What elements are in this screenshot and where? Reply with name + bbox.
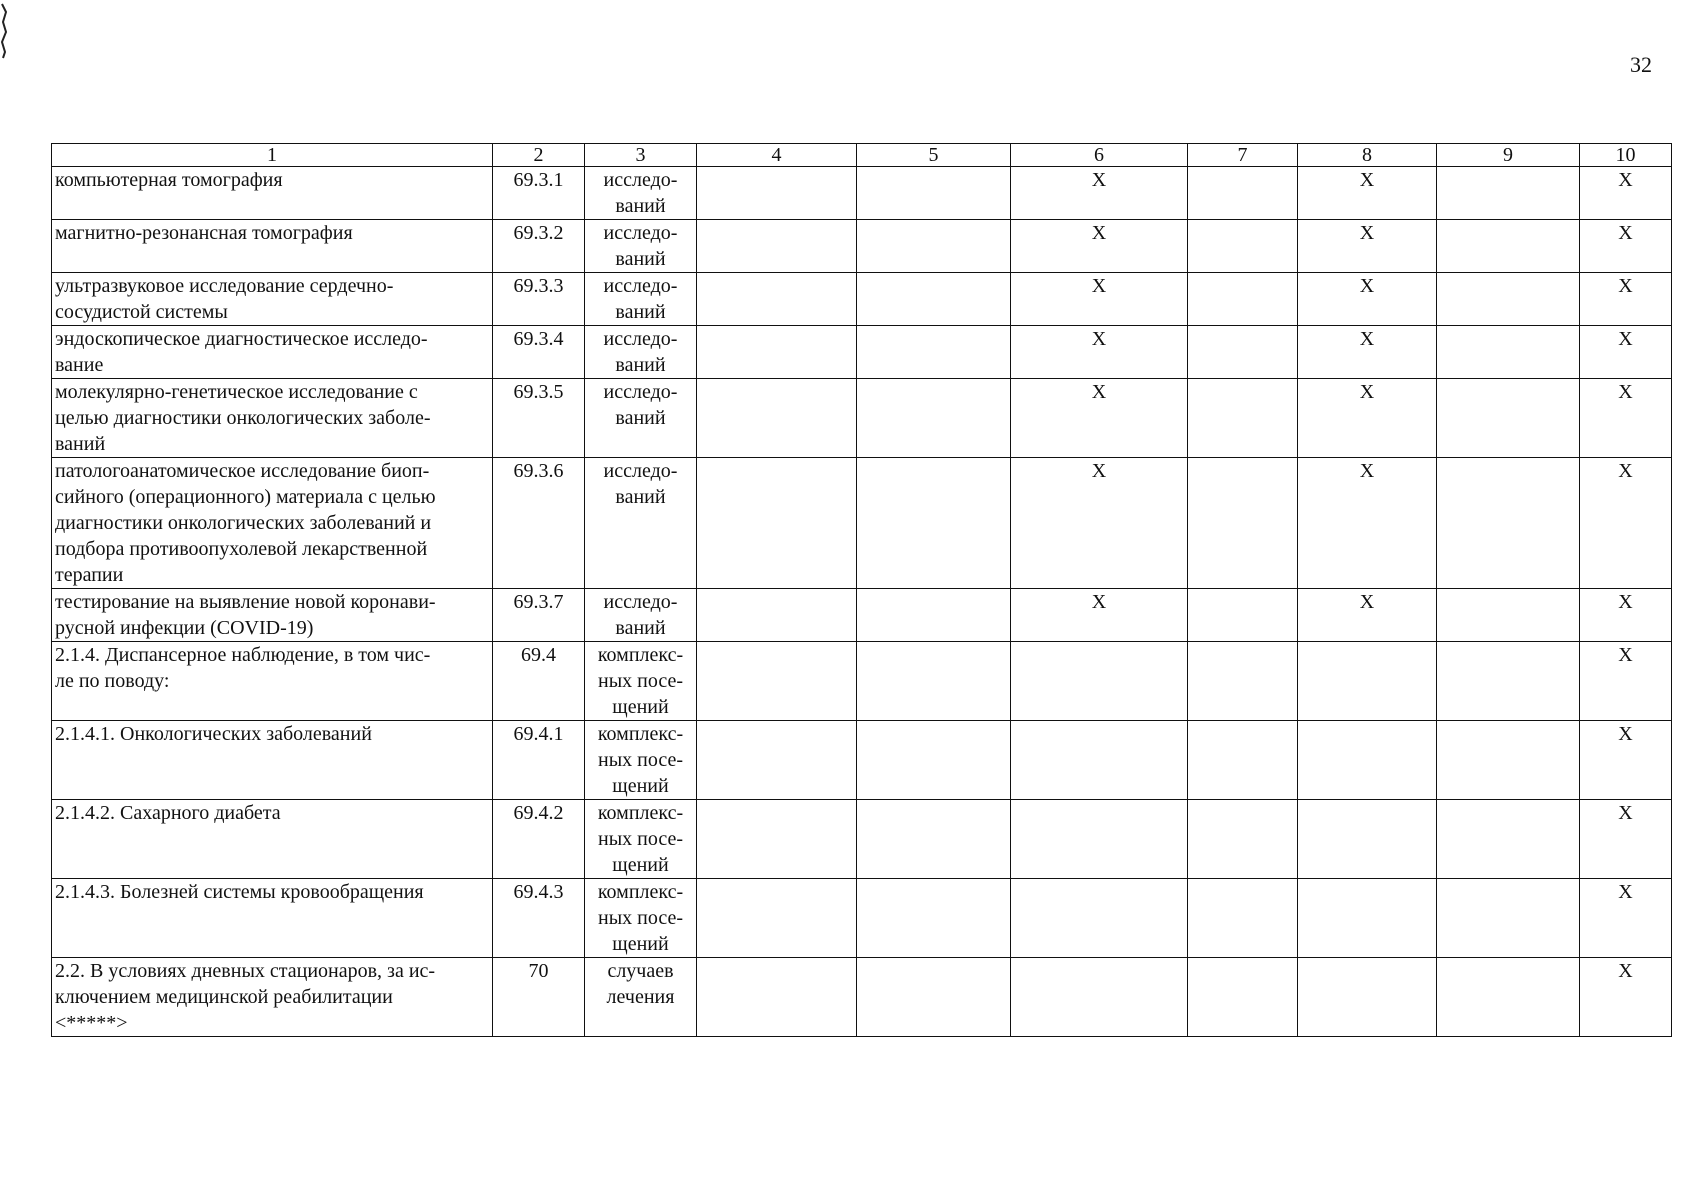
cell-c8: X (1298, 273, 1437, 326)
cell-name: тестирование на выявление новой коронави- русной инфекции (COVID-19) (52, 589, 493, 642)
cell-c7 (1188, 379, 1298, 458)
cell-c5 (857, 642, 1011, 721)
cell-name: эндоскопическое диагностическое исследо- вание (52, 326, 493, 379)
cell-code: 69.3.6 (493, 458, 585, 589)
cell-name: патологоанатомическое исследование биоп- сийного (операционного) материала с целью диагностики онкологических заболеваний и подбора противоопухолевой лекарственной терапии (52, 458, 493, 589)
cell-c9 (1437, 800, 1580, 879)
cell-name: 2.1.4.1. Онкологических заболеваний (52, 721, 493, 800)
cell-c4 (697, 589, 857, 642)
cell-c8 (1298, 721, 1437, 800)
cell-c4 (697, 167, 857, 220)
cell-code: 69.3.7 (493, 589, 585, 642)
table-body (52, 167, 1672, 1037)
report-table (51, 143, 1672, 1037)
cell-c6 (1011, 879, 1188, 958)
page-number: 32 (1630, 52, 1652, 77)
cell-c8: X (1298, 220, 1437, 273)
cell-code: 69.3.2 (493, 220, 585, 273)
cell-c4 (697, 220, 857, 273)
cell-name: 2.1.4.3. Болезней системы кровообращения (52, 879, 493, 958)
cell-name: 2.1.4. Диспансерное наблюдение, в том чис- ле по поводу: (52, 642, 493, 721)
cell-code: 69.3.4 (493, 326, 585, 379)
cell-c7 (1188, 458, 1298, 589)
table-row (52, 167, 1672, 220)
cell-c5 (857, 800, 1011, 879)
cell-c7 (1188, 167, 1298, 220)
cell-c9 (1437, 458, 1580, 589)
cell-c5 (857, 589, 1011, 642)
table-row (52, 879, 1672, 958)
cell-c5 (857, 958, 1011, 1037)
cell-c7 (1188, 589, 1298, 642)
cell-c6: X (1011, 273, 1188, 326)
cell-c10: X (1580, 800, 1672, 879)
cell-unit: исследо- ваний (585, 589, 697, 642)
table-row (52, 379, 1672, 458)
cell-c9 (1437, 326, 1580, 379)
cell-c9 (1437, 589, 1580, 642)
cell-c9 (1437, 642, 1580, 721)
cell-c7 (1188, 879, 1298, 958)
cell-c10: X (1580, 379, 1672, 458)
cell-c10: X (1580, 167, 1672, 220)
cell-c7 (1188, 958, 1298, 1037)
header-cell: 5 (857, 144, 1011, 167)
cell-unit: исследо- ваний (585, 167, 697, 220)
cell-c4 (697, 800, 857, 879)
cell-c6: X (1011, 167, 1188, 220)
cell-name: магнитно-резонансная томография (52, 220, 493, 273)
cell-c5 (857, 273, 1011, 326)
cell-c6 (1011, 958, 1188, 1037)
cell-c9 (1437, 958, 1580, 1037)
cell-c6 (1011, 800, 1188, 879)
cell-unit: комплекс- ных посе- щений (585, 642, 697, 721)
cell-c5 (857, 220, 1011, 273)
header-cell: 2 (493, 144, 585, 167)
cell-c8: X (1298, 379, 1437, 458)
table-row (52, 958, 1672, 1037)
cell-code: 69.4.3 (493, 879, 585, 958)
cell-c8: X (1298, 458, 1437, 589)
cell-code: 69.4.1 (493, 721, 585, 800)
cell-c6: X (1011, 220, 1188, 273)
cell-c10: X (1580, 220, 1672, 273)
table-row (52, 458, 1672, 589)
cell-c6: X (1011, 458, 1188, 589)
cell-c6: X (1011, 589, 1188, 642)
cell-c6 (1011, 642, 1188, 721)
cell-c6: X (1011, 379, 1188, 458)
cell-unit: исследо- ваний (585, 273, 697, 326)
cell-unit: исследо- ваний (585, 326, 697, 379)
cell-c6: X (1011, 326, 1188, 379)
cell-code: 69.4.2 (493, 800, 585, 879)
cell-c10: X (1580, 879, 1672, 958)
cell-unit: случаев лечения (585, 958, 697, 1037)
header-cell: 1 (52, 144, 493, 167)
cell-c7 (1188, 642, 1298, 721)
cell-c5 (857, 721, 1011, 800)
cell-c9 (1437, 273, 1580, 326)
cell-code: 69.4 (493, 642, 585, 721)
cell-c4 (697, 958, 857, 1037)
header-cell: 3 (585, 144, 697, 167)
cell-c9 (1437, 879, 1580, 958)
cell-c7 (1188, 326, 1298, 379)
header-cell: 9 (1437, 144, 1580, 167)
cell-c4 (697, 379, 857, 458)
cell-name: ультразвуковое исследование сердечно- сосудистой системы (52, 273, 493, 326)
cell-c10: X (1580, 958, 1672, 1037)
cell-unit: комплекс- ных посе- щений (585, 721, 697, 800)
header-cell: 8 (1298, 144, 1437, 167)
cell-c4 (697, 458, 857, 589)
table-row (52, 273, 1672, 326)
cell-c8: X (1298, 167, 1437, 220)
cell-c8: X (1298, 326, 1437, 379)
cell-code: 69.3.3 (493, 273, 585, 326)
cell-unit: комплекс- ных посе- щений (585, 879, 697, 958)
header-cell: 10 (1580, 144, 1672, 167)
cell-code: 70 (493, 958, 585, 1037)
cell-unit: комплекс- ных посе- щений (585, 800, 697, 879)
cell-c8 (1298, 642, 1437, 721)
cell-c10: X (1580, 458, 1672, 589)
cell-c8 (1298, 800, 1437, 879)
cell-c10: X (1580, 721, 1672, 800)
cell-c7 (1188, 273, 1298, 326)
table-row (52, 326, 1672, 379)
cell-c5 (857, 167, 1011, 220)
cell-c7 (1188, 220, 1298, 273)
cell-c8 (1298, 958, 1437, 1037)
cell-c6 (1011, 721, 1188, 800)
cell-c7 (1188, 800, 1298, 879)
table-row (52, 800, 1672, 879)
table-header-row (52, 144, 1672, 167)
cell-c10: X (1580, 273, 1672, 326)
cell-c9 (1437, 379, 1580, 458)
cell-name: молекулярно-генетическое исследование с целью диагностики онкологических заболе- ваний (52, 379, 493, 458)
header-cell: 6 (1011, 144, 1188, 167)
table-row (52, 589, 1672, 642)
cell-unit: исследо- ваний (585, 220, 697, 273)
cell-c4 (697, 879, 857, 958)
cell-unit: исследо- ваний (585, 379, 697, 458)
cell-c9 (1437, 167, 1580, 220)
cell-c5 (857, 379, 1011, 458)
cell-unit: исследо- ваний (585, 458, 697, 589)
header-cell: 4 (697, 144, 857, 167)
cell-c4 (697, 642, 857, 721)
cell-c5 (857, 326, 1011, 379)
table-row (52, 642, 1672, 721)
cell-code: 69.3.1 (493, 167, 585, 220)
cell-c9 (1437, 220, 1580, 273)
cell-c4 (697, 273, 857, 326)
cell-c4 (697, 721, 857, 800)
cell-c10: X (1580, 326, 1672, 379)
cell-c8: X (1298, 589, 1437, 642)
cell-c9 (1437, 721, 1580, 800)
header-cell: 7 (1188, 144, 1298, 167)
cell-c4 (697, 326, 857, 379)
cell-c8 (1298, 879, 1437, 958)
cell-c10: X (1580, 589, 1672, 642)
table-row (52, 721, 1672, 800)
cell-c5 (857, 458, 1011, 589)
cell-name: 2.1.4.2. Сахарного диабета (52, 800, 493, 879)
cell-c10: X (1580, 642, 1672, 721)
cell-name: компьютерная томография (52, 167, 493, 220)
cell-c7 (1188, 721, 1298, 800)
cell-name: 2.2. В условиях дневных стационаров, за ис- ключением медицинской реабилитации <*****> (52, 958, 493, 1037)
cell-c5 (857, 879, 1011, 958)
binding-mark (0, 2, 8, 60)
cell-code: 69.3.5 (493, 379, 585, 458)
table-row (52, 220, 1672, 273)
